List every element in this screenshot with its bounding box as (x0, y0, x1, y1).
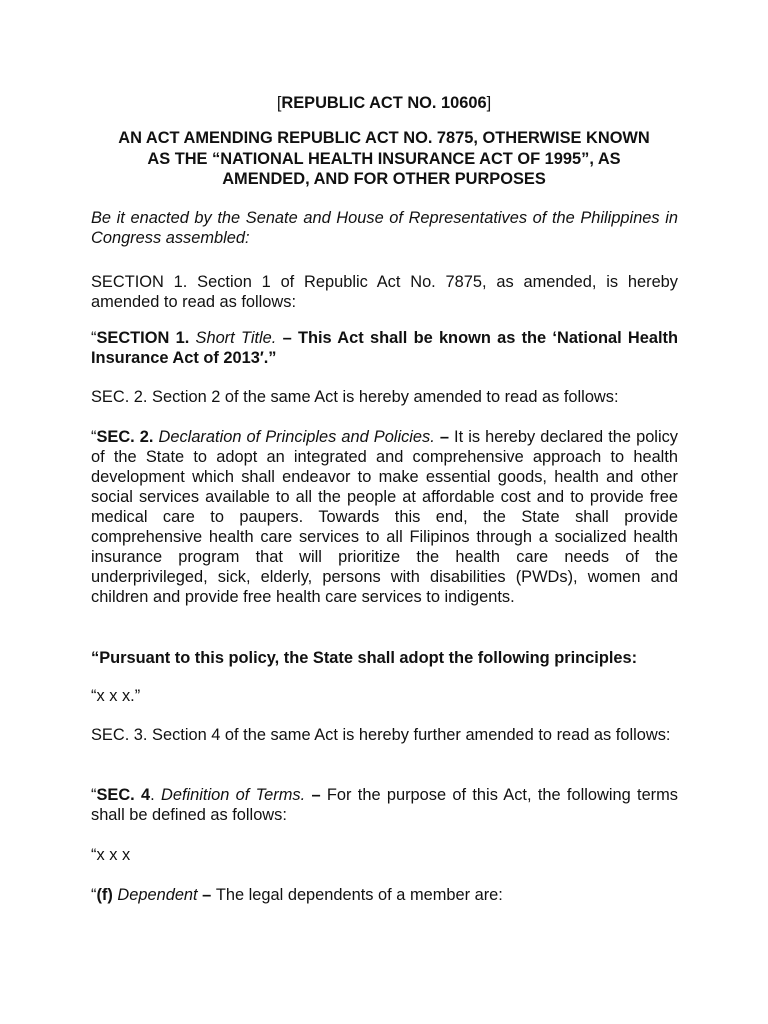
act-title-line-2: AS THE “NATIONAL HEALTH INSURANCE ACT OF 1995”, AS (147, 149, 621, 168)
section-2-pursuant: “Pursuant to this policy, the State shall adopt the following principles: (91, 649, 638, 667)
section-1-label: SECTION 1. (96, 329, 196, 347)
definition-f-text: “(f) Dependent – The legal dependents of a member are: (91, 886, 503, 904)
act-title (100, 128, 668, 190)
section-1-body: This Act shall be known as the ‘National Health Insurance Act of 2013′.” (91, 329, 678, 367)
section-2-label: SEC. 2. (96, 428, 159, 446)
section-1-text: “SECTION 1. Short Title. – This Act shall be known as the ‘National Health Insurance Act of 2013′.” (91, 329, 678, 367)
section-4-ellipsis: “x x x (91, 846, 131, 864)
section-2-text: “SEC. 2. Declaration of Principles and Policies. – It is hereby declared the policy of the State to adopt an integrated and comprehensive approach to health development which shall endeavor to make essential goods, health and other social services available to all the people at affordable cost and to provide free medical care to paupers. Towards this end, the State shall provide comprehensive health care services to all Filipinos through a socialized health insurance program that will prioritize the health care needs of the underprivileged, sick, elderly, persons with disabilities (PWDs), women and children and provide free health care services to indigents. (91, 428, 678, 606)
definition-f-title: Dependent (117, 886, 198, 904)
definition-f-label: (f) (96, 886, 113, 904)
bracket-close: ] (486, 94, 492, 112)
section-3-intro: SEC. 3. Section 4 of the same Act is hereby further amended to read as follows: (91, 726, 671, 744)
bracket-open: [ (276, 94, 282, 112)
section-2-intro: SEC. 2. Section 2 of the same Act is hereby amended to read as follows: (91, 388, 619, 406)
section-1-intro: SECTION 1. Section 1 of Republic Act No. 7875, as amended, is hereby amended to read as follows: (91, 273, 678, 311)
act-title-line-1: AN ACT AMENDING REPUBLIC ACT NO. 7875, OTHERWISE KNOWN (118, 129, 650, 147)
section-4-body: For the purpose of this Act, the following terms shall be defined as follows: (91, 786, 678, 824)
section-4-title: Definition of Terms. (161, 786, 306, 804)
act-number-line (0, 94, 768, 113)
act-number: REPUBLIC ACT NO. 10606 (281, 94, 487, 112)
section-4-text: “SEC. 4. Definition of Terms. – For the purpose of this Act, the following terms shall be defined as follows: (91, 786, 678, 824)
definition-f-body: The legal dependents of a member are: (215, 886, 503, 904)
enacting-clause: Be it enacted by the Senate and House of Representatives of the Philippines in Congress assembled: (91, 209, 678, 247)
section-2-title: Declaration of Principles and Policies. (158, 428, 435, 446)
section-2-ellipsis: “x x x.” (91, 687, 141, 705)
section-4-label: SEC. 4 (96, 786, 151, 804)
act-title-line-3: AMENDED, AND FOR OTHER PURPOSES (222, 170, 546, 188)
section-2-body: It is hereby declared the policy of the State to adopt an integrated and comprehensive approach to health development which shall endeavor to make essential goods, health and other social services available to all the people at affordable cost and to provide free medical care to paupers. Towards this end, the State shall provide comprehensive health care services to all Filipinos through a socialized health insurance program that will prioritize the health care needs of the underprivileged, sick, elderly, persons with disabilities (PWDs), women and children and provide free health care services to indigents. (91, 428, 678, 606)
section-1-title: Short Title. (195, 329, 277, 347)
